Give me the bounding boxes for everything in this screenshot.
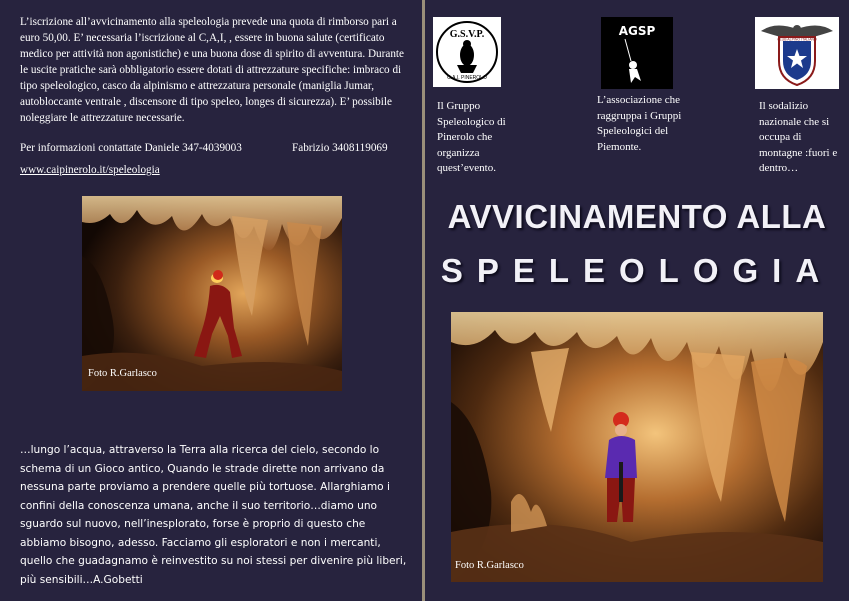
left-panel xyxy=(0,0,422,601)
photo-credit-right: Foto R.Garlasco xyxy=(455,560,524,571)
intro-paragraph: L’iscrizione all’avvicinamento alla speleologia prevede una quota di rimborso pari a euro 50,00. E’ necessaria l’iscrizione al C,A,I, , essere in buona salute (certificato medico per attività non agonistiche) e una buona dose di spirito di avventura. Durante le uscite pratiche sarà obbligatorio essere dotati di attrezzature specifiche: imbraco di tipo speleologico, casco da alpinismo e attrezzatura personale (maniglia Jumar, autobloccante ventrale , discensore di tipo speleo, longes di sicurezza). E’ possibile noleggiare le attrezzature necessarie. xyxy=(20,16,404,124)
cave-photo-right-image xyxy=(451,312,823,582)
cave-photo-left-image xyxy=(82,196,342,391)
website-link[interactable]: www.caipinerolo.it/speleologia xyxy=(20,164,160,176)
svg-text:C.A.I. PINEROLO: C.A.I. PINEROLO xyxy=(447,75,487,81)
right-panel xyxy=(425,0,849,601)
cai-logo-icon xyxy=(755,17,839,89)
cave-photo-right xyxy=(451,312,823,582)
photo-credit-left: Foto R.Garlasco xyxy=(88,368,157,379)
gsvp-logo-icon xyxy=(433,17,501,87)
cai-caption: Il sodalizio nazionale che si occupa di montagne :fuori e dentro… xyxy=(759,100,838,174)
contact-fabrizio: Fabrizio 3408119069 xyxy=(292,142,388,154)
contact-line xyxy=(20,140,412,156)
agsp-logo-icon xyxy=(601,17,673,89)
gsvp-caption: Il Gruppo Speleologico di Pinerolo che organizza quest’evento. xyxy=(437,100,506,174)
quote-paragraph: …lungo l’acqua, attraverso la Terra alla ricerca del cielo, secondo lo schema di un Gioco antico, Quando le strade dirette non arrivano da nessuna parte proviamo a prendere quelle più tortuose. Allarghiamo i confini della conoscenza umana, anche il suo territorio…diamo uno sguardo sul nuovo, nell’inesplorato, forse è proprio di questo che abbiamo bisogno, adesso. Facciamo gli esploratori e non i mercanti, quello che guadagnamo è reinvestito su noi stessi per divenire più liberi, più sensibili…A.Gobetti xyxy=(20,444,407,586)
svg-text:AGSP: AGSP xyxy=(618,24,656,38)
title-line-2: SPELEOLOGIA xyxy=(440,252,834,289)
svg-text:G.S.V.P.: G.S.V.P. xyxy=(449,29,485,40)
contact-daniele: Per informazioni contattate Daniele 347-4039003 xyxy=(20,142,242,154)
agsp-caption: L’associazione che raggruppa i Gruppi Speleologici del Piemonte. xyxy=(597,94,682,153)
cave-photo-left xyxy=(82,196,342,391)
svg-text:CLUB ALPINO ITALIANO: CLUB ALPINO ITALIANO xyxy=(777,37,817,42)
title-line-1: AVVICINAMENTO ALLA xyxy=(447,198,827,235)
